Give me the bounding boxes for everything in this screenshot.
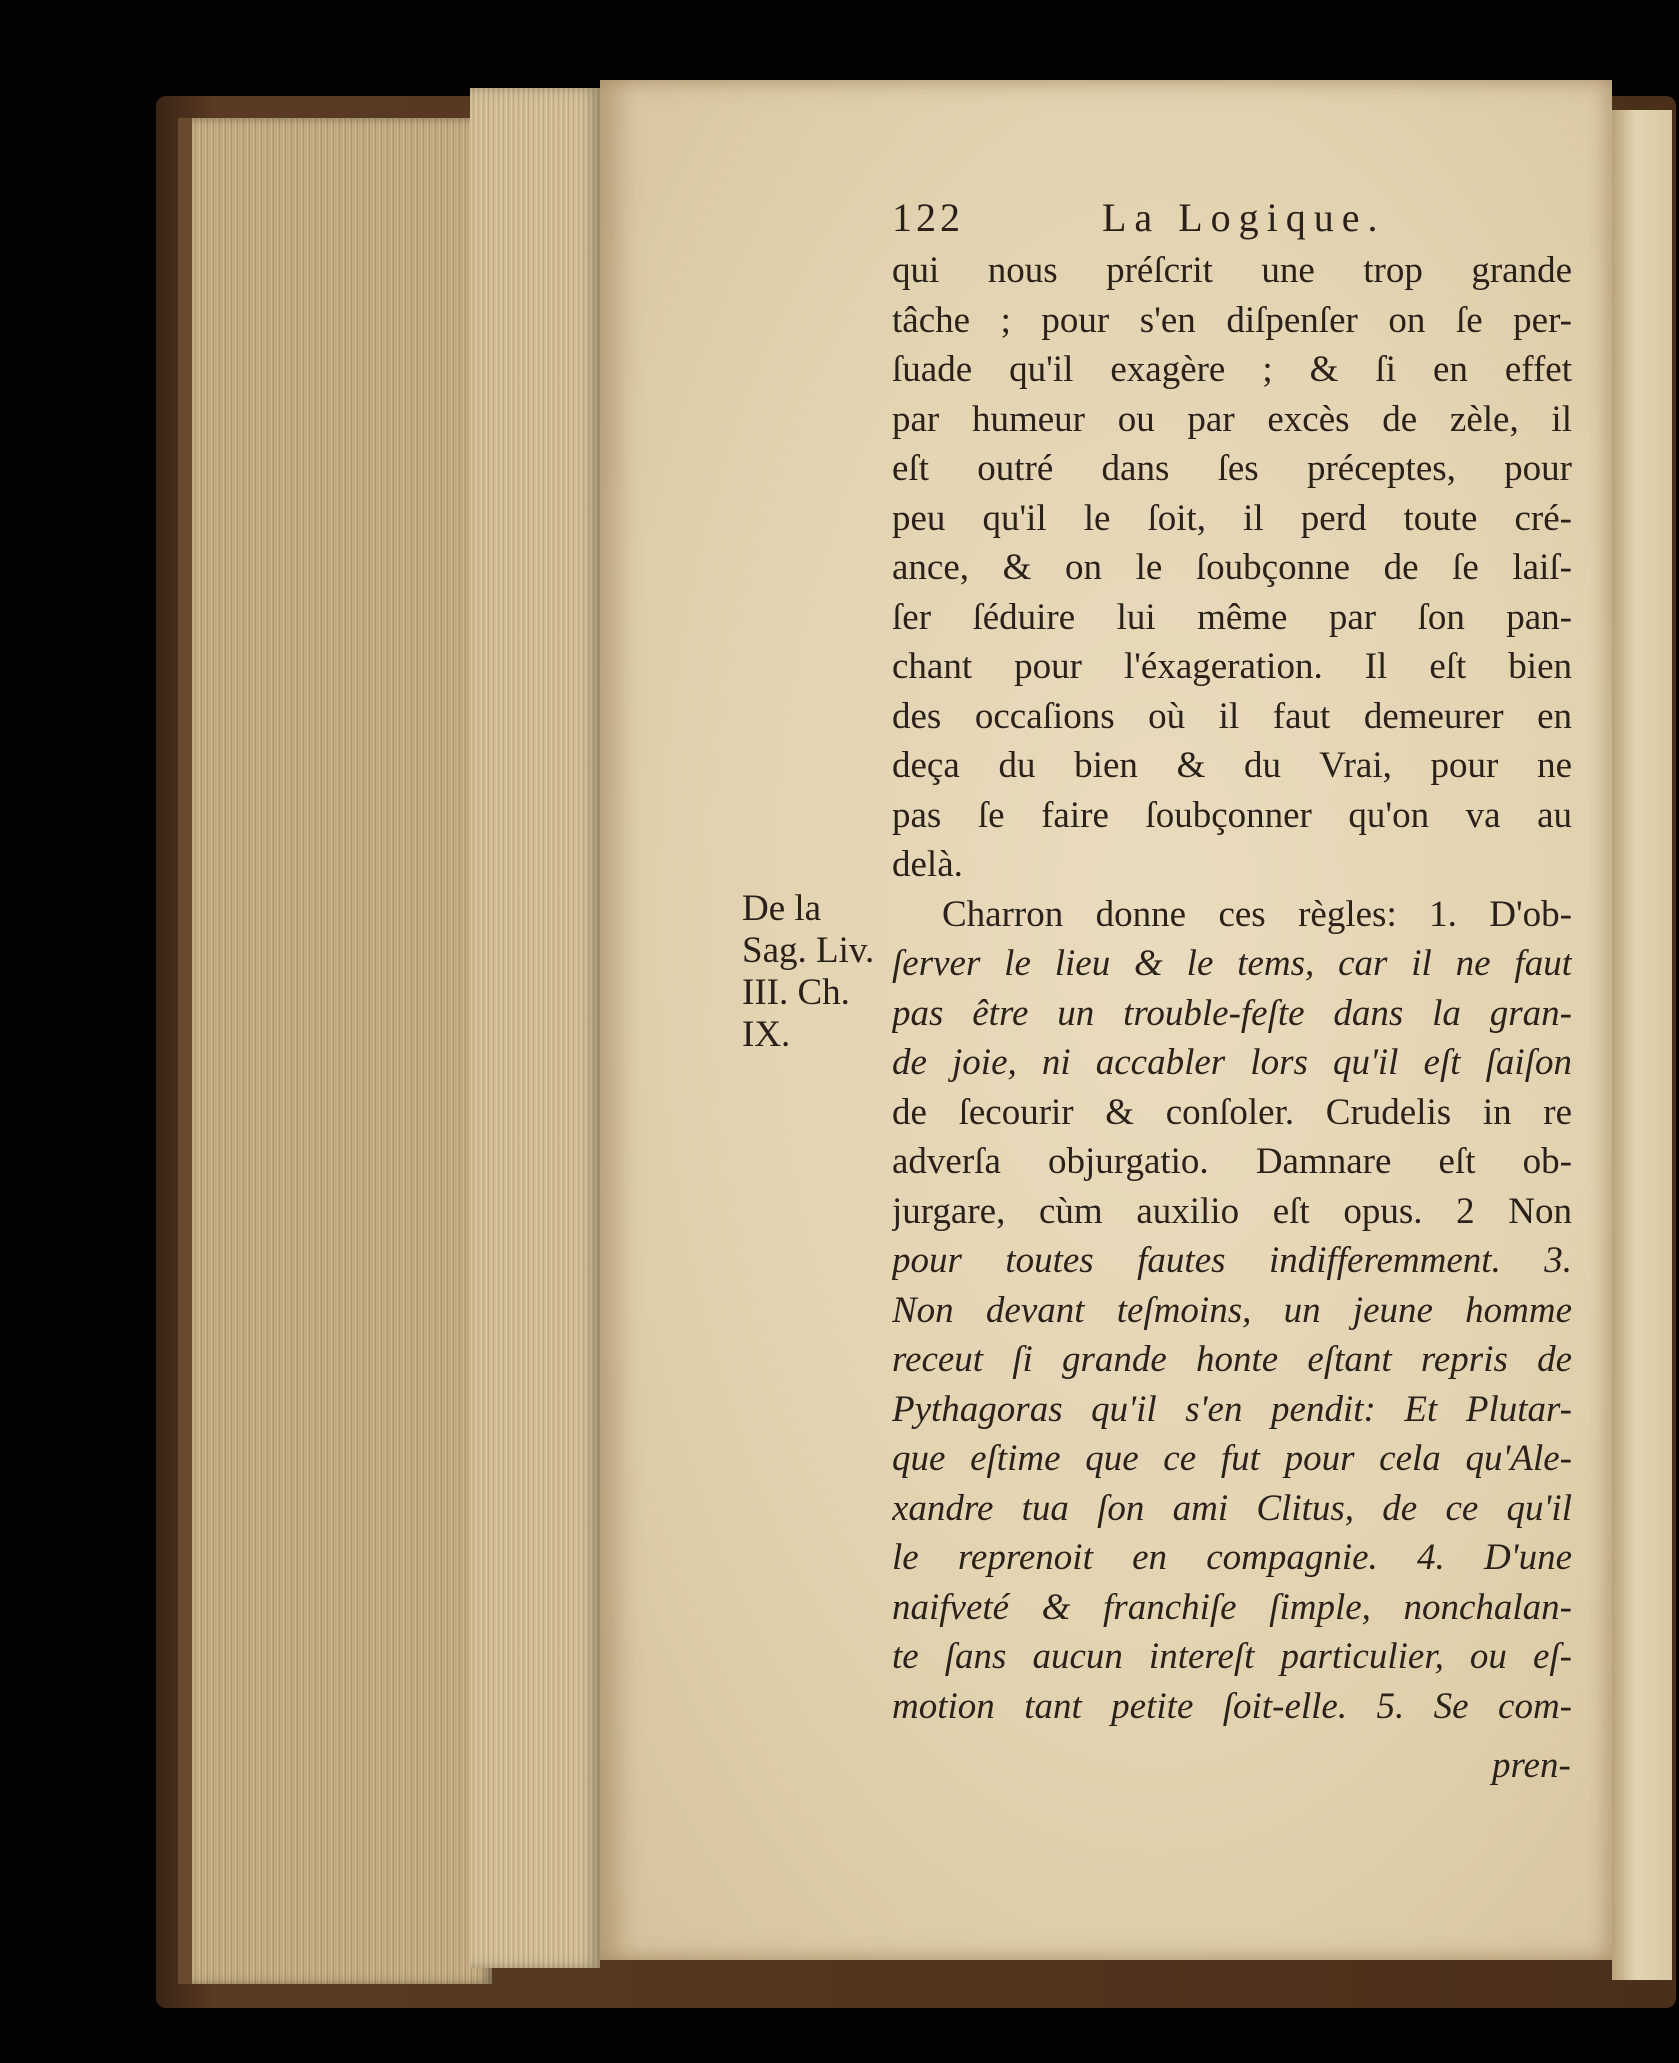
text-line: ſer ſéduire lui même par ſon pan- — [892, 596, 1572, 638]
running-head — [892, 194, 1572, 244]
text-line: Charron donne ces règles: 1. D'ob- — [942, 893, 1572, 935]
text-line: de ſecourir & conſoler. Crudelis in re — [892, 1091, 1572, 1133]
text-lines — [892, 246, 1572, 1731]
text-line: delà. — [892, 844, 963, 885]
page-block-inner-edge — [470, 88, 600, 1968]
text-line: des occaſions où il faut demeurer en — [892, 695, 1572, 737]
running-title: La Logique. — [1102, 195, 1386, 240]
text-line: deça du bien & du Vrai, pour ne — [892, 745, 1572, 786]
text-line: pas ſe faire ſoubçonner qu'on va au — [892, 794, 1572, 836]
text-line: jurgare, cùm auxilio eſt opus. 2 Non — [892, 1190, 1572, 1232]
text-line: adverſa objurgatio. Damnare eſt ob- — [892, 1141, 1572, 1182]
text-line: xandre tua ſon ami Clitus, de ce qu'il — [892, 1487, 1572, 1529]
page-block-edge — [178, 118, 492, 1984]
text-line: te ſans aucun intereſt particulier, ou eſ- — [892, 1636, 1572, 1677]
catchword: pren- — [1492, 1745, 1571, 1786]
text-line: que eſtime que ce fut pour cela qu'Ale- — [892, 1438, 1572, 1479]
margin-note-line: IX. — [742, 1014, 791, 1055]
margin-note-line: Sag. Liv. — [742, 930, 875, 971]
text-line: par humeur ou par excès de zèle, il — [892, 398, 1572, 440]
text-line: ſerver le lieu & le tems, car il ne faut — [892, 943, 1572, 984]
text-line: motion tant petite ſoit-elle. 5. Se com- — [892, 1685, 1572, 1727]
text-line: ance, & on le ſoubçonne de ſe laiſ- — [892, 547, 1572, 588]
margin-note — [742, 888, 875, 1056]
page-text — [892, 194, 1572, 1731]
text-line: tâche ; pour s'en diſpenſer on ſe per- — [892, 299, 1572, 341]
text-line: pour toutes fautes indifferemment. 3. — [892, 1240, 1572, 1281]
text-line: qui nous préſcrit une trop grande — [892, 250, 1572, 291]
text-line: de joie, ni accabler lors qu'il eſt ſaiſon — [892, 1042, 1572, 1083]
text-line: Non devant teſmoins, un jeune homme — [892, 1289, 1572, 1331]
margin-note-line: III. Ch. — [742, 972, 850, 1013]
page-number: 122 — [892, 195, 964, 240]
text-line: ſuade qu'il exagère ; & ſi en effet — [892, 349, 1572, 390]
text-line: peu qu'il le ſoit, il perd toute cré- — [892, 497, 1572, 539]
text-line: receut ſi grande honte eſtant repris de — [892, 1339, 1572, 1380]
text-line: naifveté & franchiſe ſimple, nonchalan- — [892, 1586, 1572, 1628]
text-line: pas être un trouble-feſte dans la gran- — [892, 992, 1572, 1034]
text-line: le reprenoit en compagnie. 4. D'une — [892, 1537, 1572, 1578]
facing-page-edge — [1612, 110, 1672, 1980]
margin-note-line: De la — [742, 888, 822, 929]
text-line: eſt outré dans ſes préceptes, pour — [892, 448, 1572, 489]
text-line: chant pour l'éxageration. Il eſt bien — [892, 646, 1572, 687]
text-line: Pythagoras qu'il s'en pendit: Et Plutar- — [892, 1388, 1572, 1430]
